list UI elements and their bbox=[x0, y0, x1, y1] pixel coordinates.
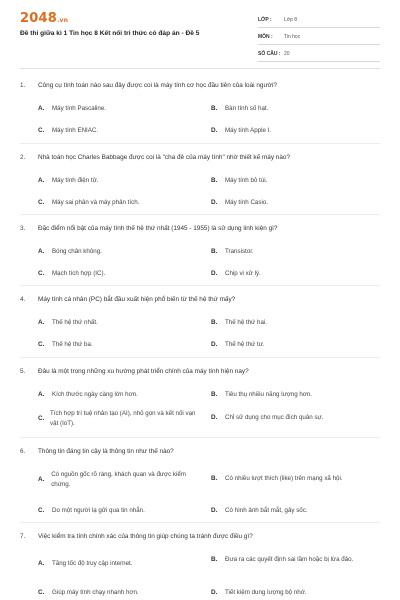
option-c[interactable] bbox=[38, 506, 198, 516]
meta-key: MÔN : bbox=[258, 34, 273, 40]
option-c[interactable] bbox=[38, 269, 198, 279]
question-text: Thông tin đáng tin cậy là thông tin như thế nào? bbox=[38, 448, 174, 455]
option-b[interactable] bbox=[211, 247, 381, 257]
meta-value: Lớp 8 bbox=[284, 17, 298, 23]
question-number: 2. bbox=[20, 154, 26, 161]
option-d[interactable] bbox=[211, 506, 381, 516]
option-c[interactable] bbox=[38, 409, 198, 428]
question-divider bbox=[20, 143, 380, 144]
option-d[interactable] bbox=[211, 198, 381, 208]
option-text: Máy tính ENIAC. bbox=[52, 127, 99, 134]
option-d[interactable] bbox=[211, 340, 381, 350]
option-a[interactable] bbox=[38, 470, 198, 489]
option-text: Tích hợp trí tuệ nhân tạo (AI), nhỏ gọn và kết nối vạn vật (IoT). bbox=[50, 410, 196, 427]
question-number: 1. bbox=[20, 82, 26, 89]
meta-row-count bbox=[258, 48, 380, 62]
option-letter: C. bbox=[38, 127, 45, 135]
question-text: Máy tính cá nhân (PC) bắt đầu xuất hiện phổ biến từ thế hệ thứ mấy? bbox=[38, 296, 236, 303]
option-c[interactable] bbox=[38, 340, 198, 350]
option-letter: A. bbox=[38, 391, 45, 399]
option-c[interactable] bbox=[38, 588, 198, 598]
question-divider bbox=[20, 437, 380, 438]
option-text: Đưa ra các quyết định sai lầm hoặc bị lừa đảo. bbox=[225, 556, 354, 563]
option-letter: D. bbox=[211, 341, 218, 349]
meta-row-class bbox=[258, 14, 380, 28]
option-letter: C. bbox=[38, 415, 45, 422]
meta-value: Tin học bbox=[284, 34, 301, 40]
question-number: 6. bbox=[20, 448, 26, 455]
option-text: Giúp máy tính chạy nhanh hơn. bbox=[52, 589, 139, 596]
option-a[interactable] bbox=[38, 104, 198, 114]
logo-text: 2048 bbox=[20, 11, 57, 26]
option-d[interactable] bbox=[211, 269, 381, 279]
option-d[interactable] bbox=[211, 413, 381, 423]
site-logo[interactable] bbox=[20, 11, 68, 26]
option-text: Thế hệ thứ ba. bbox=[52, 341, 93, 348]
question-text: Công cụ tính toán nào sau đây được coi là máy tính cơ học đầu tiên của loài người? bbox=[38, 82, 277, 89]
option-b[interactable] bbox=[211, 555, 381, 565]
option-text: Thế hệ thứ hai. bbox=[225, 319, 267, 326]
option-text: Máy tính Pascaline. bbox=[52, 105, 106, 112]
question-number: 3. bbox=[20, 225, 26, 232]
header-divider bbox=[20, 68, 380, 69]
option-text: Máy tính bỏ túi. bbox=[225, 177, 268, 184]
option-a[interactable] bbox=[38, 318, 198, 328]
option-a[interactable] bbox=[38, 559, 198, 569]
question-text: Đặc điểm nổi bật của máy tính thế hệ thứ nhất (1945 - 1955) là sử dụng linh kiện gì? bbox=[38, 225, 278, 232]
option-text: Chip vi xử lý. bbox=[225, 270, 261, 277]
option-text: Tăng tốc độ truy cập internet. bbox=[52, 560, 133, 567]
option-text: Máy tính Casio. bbox=[225, 199, 268, 206]
question-number: 7. bbox=[20, 533, 26, 540]
option-a[interactable] bbox=[38, 176, 198, 186]
option-letter: D. bbox=[211, 589, 218, 597]
option-text: Có nhiều lượt thích (like) trên mạng xã hội. bbox=[225, 475, 343, 482]
option-text: Bàn tính số hạt. bbox=[225, 105, 269, 112]
question-divider bbox=[20, 522, 380, 523]
meta-row-subject bbox=[258, 31, 380, 45]
option-letter: C. bbox=[38, 270, 45, 278]
option-letter: B. bbox=[211, 391, 218, 399]
option-letter: D. bbox=[211, 127, 218, 135]
option-text: Có nguồn gốc rõ ràng, khách quan và được kiểm chứng. bbox=[51, 471, 186, 488]
option-text: Mạch tích hợp (IC). bbox=[52, 270, 106, 277]
option-letter: B. bbox=[211, 105, 218, 113]
question-number: 4. bbox=[20, 296, 26, 303]
option-text: Chỉ sử dụng cho mục đích quân sự. bbox=[225, 414, 324, 421]
option-letter: A. bbox=[38, 560, 45, 568]
option-text: Tiết kiệm dung lượng bộ nhớ. bbox=[225, 589, 307, 596]
option-text: Transistor. bbox=[225, 248, 254, 255]
question-text: Đâu là một trong những xu hướng phát triển chính của máy tính hiện nay? bbox=[38, 368, 249, 375]
option-letter: D. bbox=[211, 270, 218, 278]
option-letter: C. bbox=[38, 341, 45, 349]
option-letter: B. bbox=[211, 556, 218, 564]
question-text: Việc kiểm tra tính chính xác của thông tin giúp chúng ta tránh được điều gì? bbox=[38, 533, 253, 540]
option-text: Do một người lạ gửi qua tin nhắn. bbox=[52, 507, 145, 514]
option-letter: B. bbox=[211, 319, 218, 327]
option-b[interactable] bbox=[211, 104, 381, 114]
option-d[interactable] bbox=[211, 588, 381, 598]
option-text: Tiêu thụ nhiều năng lượng hơn. bbox=[225, 391, 313, 398]
option-text: Có hình ảnh bắt mắt, gây sốc. bbox=[225, 507, 308, 514]
option-letter: C. bbox=[38, 199, 45, 207]
meta-key: SỐ CÂU : bbox=[258, 51, 281, 57]
option-text: Máy tính Apple I. bbox=[225, 127, 272, 134]
option-letter: A. bbox=[38, 476, 45, 483]
option-b[interactable] bbox=[211, 176, 381, 186]
option-letter: B. bbox=[211, 475, 218, 483]
option-c[interactable] bbox=[38, 126, 198, 136]
question-divider bbox=[20, 214, 380, 215]
exam-meta bbox=[258, 14, 380, 65]
option-text: Kích thước ngày càng lớn hơn. bbox=[52, 391, 138, 398]
option-letter: C. bbox=[38, 589, 45, 597]
option-text: Máy sai phân và máy phân tích. bbox=[52, 199, 140, 206]
option-letter: D. bbox=[211, 507, 218, 515]
option-text: Bóng chân không. bbox=[52, 248, 102, 255]
question-text: Nhà toán học Charles Babbage được coi là "cha đẻ của máy tính" nhờ thiết kế máy nào? bbox=[38, 154, 291, 161]
option-text: Thế hệ thứ tư. bbox=[225, 341, 265, 348]
option-letter: A. bbox=[38, 248, 45, 256]
meta-value: 20 bbox=[284, 51, 290, 57]
option-letter: B. bbox=[211, 177, 218, 185]
option-a[interactable] bbox=[38, 247, 198, 257]
option-b[interactable] bbox=[211, 390, 381, 400]
option-letter: D. bbox=[211, 414, 218, 422]
option-text: Máy tính điện tử. bbox=[52, 177, 99, 184]
question-divider bbox=[20, 285, 380, 286]
option-letter: A. bbox=[38, 177, 45, 185]
question-divider bbox=[20, 357, 380, 358]
header bbox=[0, 0, 400, 64]
question-number: 5. bbox=[20, 368, 26, 375]
option-letter: B. bbox=[211, 248, 218, 256]
meta-key: LỚP : bbox=[258, 17, 272, 23]
option-b[interactable] bbox=[211, 474, 381, 484]
option-letter: C. bbox=[38, 507, 45, 515]
exam-title: Đề thi giữa kì 1 Tin học 8 Kết nối tri thức có đáp án - Đề 5 bbox=[20, 30, 200, 37]
option-letter: D. bbox=[211, 199, 218, 207]
option-text: Thế hệ thứ nhất. bbox=[52, 319, 98, 326]
option-letter: A. bbox=[38, 105, 45, 113]
option-d[interactable] bbox=[211, 126, 381, 136]
option-b[interactable] bbox=[211, 318, 381, 328]
logo-suffix: .vn bbox=[56, 17, 69, 24]
option-c[interactable] bbox=[38, 198, 198, 208]
option-letter: A. bbox=[38, 319, 45, 327]
option-a[interactable] bbox=[38, 390, 198, 400]
